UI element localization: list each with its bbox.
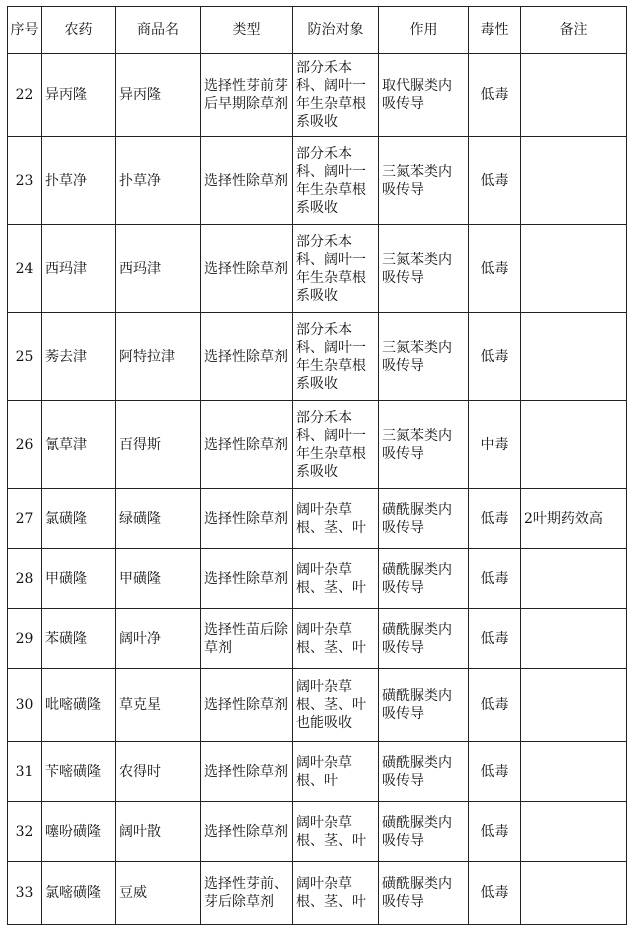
cell-trade-name: 阿特拉津 [116, 313, 201, 401]
cell-toxicity: 低毒 [469, 669, 521, 742]
cell-type: 选择性除草剂 [201, 742, 293, 802]
cell-action: 三氮苯类内吸传导 [379, 137, 469, 225]
cell-toxicity: 低毒 [469, 54, 521, 137]
cell-pesticide: 西玛津 [42, 225, 116, 313]
cell-trade-name: 绿磺隆 [116, 489, 201, 549]
cell-action: 磺酰脲类内吸传导 [379, 489, 469, 549]
cell-target: 阔叶杂草根、茎、叶 [293, 802, 379, 862]
cell-target: 部分禾本科、阔叶一年生杂草根系吸收 [293, 401, 379, 489]
cell-target: 阔叶杂草根、茎、叶 [293, 609, 379, 669]
pesticide-table [7, 6, 627, 925]
cell-trade-name: 百得斯 [116, 401, 201, 489]
cell-no: 28 [8, 549, 42, 609]
table-row [8, 742, 627, 802]
cell-pesticide: 氯嘧磺隆 [42, 862, 116, 925]
cell-toxicity: 低毒 [469, 137, 521, 225]
cell-trade-name: 阔叶散 [116, 802, 201, 862]
cell-target: 阔叶杂草根、茎、叶 [293, 489, 379, 549]
cell-pesticide: 扑草净 [42, 137, 116, 225]
table-row [8, 549, 627, 609]
cell-type: 选择性芽前、芽后除草剂 [201, 862, 293, 925]
cell-action: 三氮苯类内吸传导 [379, 401, 469, 489]
cell-type: 选择性除草剂 [201, 669, 293, 742]
cell-pesticide: 苄嘧磺隆 [42, 742, 116, 802]
cell-trade-name: 阔叶净 [116, 609, 201, 669]
cell-toxicity: 低毒 [469, 313, 521, 401]
table-row [8, 54, 627, 137]
cell-trade-name: 草克星 [116, 669, 201, 742]
cell-no: 26 [8, 401, 42, 489]
cell-toxicity: 低毒 [469, 862, 521, 925]
cell-toxicity: 中毒 [469, 401, 521, 489]
header-toxicity: 毒性 [469, 7, 521, 54]
cell-trade-name: 异丙隆 [116, 54, 201, 137]
cell-action: 磺酰脲类内吸传导 [379, 549, 469, 609]
cell-toxicity: 低毒 [469, 549, 521, 609]
cell-remark: 2叶期药效高 [521, 489, 627, 549]
cell-action: 磺酰脲类内吸传导 [379, 609, 469, 669]
table-row [8, 489, 627, 549]
cell-target: 部分禾本科、阔叶一年生杂草根系吸收 [293, 137, 379, 225]
cell-remark [521, 609, 627, 669]
cell-remark [521, 862, 627, 925]
cell-type: 选择性除草剂 [201, 137, 293, 225]
table-row [8, 137, 627, 225]
header-row [8, 7, 627, 54]
cell-no: 22 [8, 54, 42, 137]
table-row [8, 802, 627, 862]
header-no: 序号 [8, 7, 42, 54]
cell-type: 选择性除草剂 [201, 549, 293, 609]
cell-pesticide: 氰草津 [42, 401, 116, 489]
cell-type: 选择性除草剂 [201, 489, 293, 549]
cell-pesticide: 异丙隆 [42, 54, 116, 137]
cell-action: 三氮苯类内吸传导 [379, 313, 469, 401]
pesticide-table-page [7, 6, 627, 925]
cell-trade-name: 西玛津 [116, 225, 201, 313]
cell-remark [521, 313, 627, 401]
cell-target: 部分禾本科、阔叶一年生杂草根系吸收 [293, 313, 379, 401]
cell-type: 选择性苗后除草剂 [201, 609, 293, 669]
cell-no: 25 [8, 313, 42, 401]
header-target: 防治对象 [293, 7, 379, 54]
cell-pesticide: 甲磺隆 [42, 549, 116, 609]
cell-remark [521, 742, 627, 802]
cell-remark [521, 225, 627, 313]
cell-remark [521, 54, 627, 137]
cell-target: 部分禾本科、阔叶一年生杂草根系吸收 [293, 54, 379, 137]
cell-trade-name: 豆威 [116, 862, 201, 925]
cell-remark [521, 669, 627, 742]
cell-trade-name: 农得时 [116, 742, 201, 802]
cell-no: 30 [8, 669, 42, 742]
cell-target: 阔叶杂草根、茎、叶 [293, 549, 379, 609]
cell-no: 33 [8, 862, 42, 925]
cell-no: 29 [8, 609, 42, 669]
cell-no: 23 [8, 137, 42, 225]
cell-action: 磺酰脲类内吸传导 [379, 862, 469, 925]
cell-pesticide: 氯磺隆 [42, 489, 116, 549]
table-row [8, 669, 627, 742]
cell-type: 选择性除草剂 [201, 401, 293, 489]
cell-action: 磺酰脲类内吸传导 [379, 802, 469, 862]
cell-type: 选择性除草剂 [201, 313, 293, 401]
cell-pesticide: 噻吩磺隆 [42, 802, 116, 862]
cell-type: 选择性除草剂 [201, 225, 293, 313]
cell-no: 31 [8, 742, 42, 802]
header-type: 类型 [201, 7, 293, 54]
cell-pesticide: 苯磺隆 [42, 609, 116, 669]
cell-remark [521, 549, 627, 609]
cell-type: 选择性芽前芽后早期除草剂 [201, 54, 293, 137]
cell-toxicity: 低毒 [469, 609, 521, 669]
cell-target: 阔叶杂草根、叶 [293, 742, 379, 802]
cell-toxicity: 低毒 [469, 225, 521, 313]
cell-action: 磺酰脲类内吸传导 [379, 669, 469, 742]
header-trade-name: 商品名 [116, 7, 201, 54]
cell-action: 磺酰脲类内吸传导 [379, 742, 469, 802]
table-row [8, 609, 627, 669]
cell-no: 27 [8, 489, 42, 549]
cell-pesticide: 莠去津 [42, 313, 116, 401]
cell-no: 24 [8, 225, 42, 313]
cell-remark [521, 401, 627, 489]
cell-action: 取代脲类内吸传导 [379, 54, 469, 137]
cell-target: 阔叶杂草根、茎、叶 [293, 862, 379, 925]
cell-pesticide: 吡嘧磺隆 [42, 669, 116, 742]
table-row [8, 225, 627, 313]
cell-type: 选择性除草剂 [201, 802, 293, 862]
table-row [8, 313, 627, 401]
cell-remark [521, 137, 627, 225]
cell-toxicity: 低毒 [469, 742, 521, 802]
table-row [8, 862, 627, 925]
cell-toxicity: 低毒 [469, 489, 521, 549]
cell-remark [521, 802, 627, 862]
cell-trade-name: 扑草净 [116, 137, 201, 225]
header-action: 作用 [379, 7, 469, 54]
header-pesticide: 农药 [42, 7, 116, 54]
header-remark: 备注 [521, 7, 627, 54]
table-row [8, 401, 627, 489]
cell-target: 阔叶杂草根、茎、叶也能吸收 [293, 669, 379, 742]
cell-toxicity: 低毒 [469, 802, 521, 862]
cell-action: 三氮苯类内吸传导 [379, 225, 469, 313]
cell-no: 32 [8, 802, 42, 862]
cell-trade-name: 甲磺隆 [116, 549, 201, 609]
cell-target: 部分禾本科、阔叶一年生杂草根系吸收 [293, 225, 379, 313]
